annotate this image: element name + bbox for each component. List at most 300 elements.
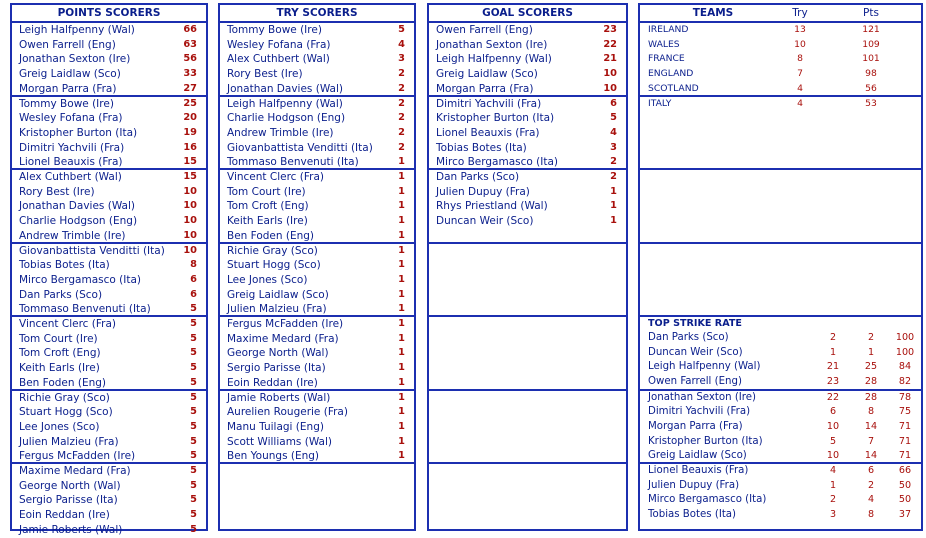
player-value: 2 <box>610 156 617 168</box>
player-value: 1 <box>398 332 405 344</box>
points-scorers-list <box>12 23 206 538</box>
player-value: 6 <box>190 288 197 300</box>
player-name: Jamie Roberts (Wal) <box>19 523 123 536</box>
player-value: 1 <box>398 273 405 285</box>
player-name: Andrew Trimble (Ire) <box>19 229 126 242</box>
goals-attempted: 4 <box>867 494 875 506</box>
team-tries: 13 <box>794 24 806 35</box>
player-name: Leigh Halfpenny (Wal) <box>436 53 552 66</box>
player-value: 5 <box>610 112 617 124</box>
player-value: 33 <box>183 68 197 80</box>
player-value: 1 <box>610 215 617 227</box>
player-value: 20 <box>183 112 197 124</box>
player-value: 5 <box>190 494 197 506</box>
player-name: Jonathan Sexton (Ire) <box>648 391 757 403</box>
player-value: 10 <box>183 229 197 241</box>
player-value: 3 <box>398 53 405 65</box>
goals-made: 2 <box>829 332 837 343</box>
player-value: 5 <box>190 406 197 418</box>
scorer-group <box>220 97 414 171</box>
player-name: Morgan Parra (Fra) <box>648 420 743 432</box>
strike-percent: 71 <box>898 450 912 462</box>
player-name: Dimitri Yachvili (Fra) <box>648 406 751 418</box>
team-row <box>640 67 921 82</box>
player-name: Charlie Hodgson (Eng) <box>19 215 138 228</box>
goals-made: 2 <box>829 494 837 506</box>
scorer-row <box>220 361 414 376</box>
player-name: Vincent Clerc (Fra) <box>227 171 324 183</box>
scorer-row <box>220 288 414 303</box>
player-name: Tommaso Benvenuti (Ita) <box>19 303 151 316</box>
goals-attempted: 7 <box>867 435 875 447</box>
player-value: 2 <box>398 97 405 109</box>
player-value: 1 <box>398 435 405 447</box>
player-name: Tommy Bowe (Ire) <box>227 24 322 36</box>
scorer-row <box>12 361 206 376</box>
player-name: Tobias Botes (Ita) <box>648 509 737 521</box>
player-name: Keith Earls (Ire) <box>227 215 308 228</box>
scorer-group <box>220 170 414 244</box>
points-scorers-panel <box>10 3 208 536</box>
team-points: 98 <box>865 68 877 80</box>
scorer-row <box>12 435 206 450</box>
strike-percent: 37 <box>898 509 912 521</box>
team-points: 101 <box>862 53 880 65</box>
player-name: Ben Youngs (Eng) <box>227 450 320 463</box>
player-name: Dan Parks (Sco) <box>19 288 103 301</box>
scorer-row <box>12 449 206 464</box>
player-name: Duncan Weir (Sco) <box>436 215 534 228</box>
scorer-row <box>220 420 414 435</box>
player-value: 5 <box>190 362 197 374</box>
goal-scorers-title: GOAL SCORERS <box>482 7 573 19</box>
scorer-row <box>220 67 414 82</box>
scorer-row <box>429 67 626 82</box>
scorer-row <box>12 258 206 273</box>
goals-attempted: 25 <box>864 361 878 373</box>
goals-attempted: 28 <box>864 391 878 403</box>
scorer-group <box>429 23 626 97</box>
scorer-row <box>429 199 626 214</box>
player-name: Julien Dupuy (Fra) <box>648 479 740 491</box>
scorer-row <box>220 170 414 185</box>
scorer-row <box>220 391 414 406</box>
strike-row <box>640 493 921 508</box>
scorer-group <box>429 170 626 244</box>
scorer-row <box>12 111 206 126</box>
scorer-row <box>220 376 414 391</box>
scorer-row <box>220 302 414 317</box>
try-scorers-header <box>220 5 414 23</box>
player-value: 5 <box>190 376 197 388</box>
scorer-row <box>429 52 626 67</box>
strike-percent: 82 <box>898 376 912 388</box>
team-name: WALES <box>648 38 680 50</box>
scorer-row <box>220 23 414 38</box>
player-value: 56 <box>183 53 197 65</box>
scorer-row <box>429 126 626 141</box>
player-name: Dimitri Yachvili (Fra) <box>19 141 125 154</box>
try-scorers-title: TRY SCORERS <box>276 7 358 19</box>
goals-attempted: 6 <box>867 465 875 476</box>
player-name: Kristopher Burton (Ita) <box>19 126 138 139</box>
goals-made: 4 <box>829 465 837 476</box>
player-name: Jonathan Davies (Wal) <box>227 82 343 95</box>
player-name: Julien Malzieu (Fra) <box>227 303 327 316</box>
goals-attempted: 2 <box>867 332 875 343</box>
player-value: 10 <box>603 68 617 80</box>
goals-made: 1 <box>829 346 837 358</box>
strike-percent: 71 <box>898 420 912 432</box>
player-name: Owen Farrell (Eng) <box>436 24 533 36</box>
player-value: 5 <box>190 391 197 403</box>
scorer-row <box>12 317 206 332</box>
scorer-row <box>220 38 414 53</box>
strike-percent: 100 <box>895 332 915 343</box>
player-value: 5 <box>190 465 197 476</box>
goal-scorers-header <box>429 5 626 23</box>
scorer-group <box>12 97 206 171</box>
player-value: 66 <box>183 24 197 35</box>
goals-attempted: 8 <box>867 509 875 521</box>
scorer-row <box>220 126 414 141</box>
teams-group <box>640 23 921 97</box>
strike-percent: 100 <box>895 346 915 358</box>
player-value: 4 <box>398 38 405 50</box>
teams-group <box>640 97 921 171</box>
player-value: 4 <box>610 126 617 138</box>
player-name: Tom Croft (Eng) <box>19 347 101 360</box>
scorer-row <box>220 214 414 229</box>
scorer-row <box>429 82 626 97</box>
player-name: Lionel Beauxis (Fra) <box>436 126 540 139</box>
player-name: Charlie Hodgson (Eng) <box>227 112 346 125</box>
player-value: 6 <box>190 273 197 285</box>
scorer-row <box>12 82 206 97</box>
player-name: Stuart Hogg (Sco) <box>19 406 113 419</box>
scorer-row <box>12 493 206 508</box>
player-value: 3 <box>610 141 617 153</box>
player-value: 1 <box>398 288 405 300</box>
goals-made: 1 <box>829 479 837 491</box>
goals-attempted: 2 <box>867 479 875 491</box>
player-name: Jonathan Davies (Wal) <box>19 200 135 213</box>
strike-row <box>640 449 921 464</box>
goals-made: 10 <box>826 420 840 432</box>
scorer-group <box>429 244 626 318</box>
strike-group <box>640 317 921 391</box>
player-value: 1 <box>398 376 405 388</box>
player-name: Stuart Hogg (Sco) <box>227 259 321 272</box>
player-name: Dan Parks (Sco) <box>436 171 520 183</box>
player-name: Wesley Fofana (Fra) <box>19 112 123 125</box>
player-name: Kristopher Burton (Ita) <box>436 112 555 125</box>
player-name: Owen Farrell (Eng) <box>19 38 116 51</box>
team-name: FRANCE <box>648 53 685 65</box>
player-name: Kristopher Burton (Ita) <box>648 435 763 447</box>
scorer-row <box>220 185 414 200</box>
scorer-row <box>12 376 206 391</box>
player-value: 1 <box>398 259 405 271</box>
scorer-row <box>12 479 206 494</box>
player-name: George North (Wal) <box>227 347 329 360</box>
team-row <box>640 52 921 67</box>
scorer-row <box>429 23 626 38</box>
player-name: Manu Tuilagi (Eng) <box>227 420 324 433</box>
player-name: Rhys Priestland (Wal) <box>436 200 548 213</box>
points-scorers-header <box>12 5 206 23</box>
scorer-row <box>12 391 206 406</box>
player-name: Leigh Halfpenny (Wal) <box>648 361 761 373</box>
scorer-row <box>429 214 626 229</box>
scorer-row <box>220 155 414 170</box>
scorer-row <box>12 464 206 479</box>
player-value: 5 <box>190 435 197 447</box>
scorer-group <box>12 170 206 244</box>
scorer-row <box>429 170 626 185</box>
player-name: Jonathan Sexton (Ire) <box>19 53 131 66</box>
player-value: 1 <box>398 156 405 168</box>
player-value: 1 <box>398 406 405 418</box>
player-name: Owen Farrell (Eng) <box>648 376 742 388</box>
scorer-row <box>220 449 414 464</box>
strike-group <box>640 464 921 538</box>
teams-group <box>640 244 921 318</box>
goals-made: 22 <box>826 391 840 403</box>
player-name: Tom Croft (Eng) <box>227 200 309 213</box>
team-points: 53 <box>865 97 877 109</box>
scorer-row <box>429 185 626 200</box>
scorer-row <box>12 523 206 538</box>
player-name: Greig Laidlaw (Sco) <box>436 68 538 81</box>
scorer-group <box>12 23 206 97</box>
scorer-row <box>12 244 206 259</box>
player-name: Sergio Parisse (Ita) <box>227 362 326 375</box>
player-value: 21 <box>603 53 617 65</box>
player-name: Richie Gray (Sco) <box>227 244 318 257</box>
player-value: 2 <box>398 126 405 138</box>
team-points: 121 <box>862 24 880 35</box>
strike-percent: 50 <box>898 479 912 491</box>
player-value: 1 <box>610 185 617 197</box>
player-name: Leigh Halfpenny (Wal) <box>19 24 135 36</box>
player-name: George North (Wal) <box>19 479 121 492</box>
scorer-row <box>12 38 206 53</box>
strike-percent: 66 <box>898 465 912 476</box>
player-name: Ben Foden (Eng) <box>227 229 315 242</box>
player-name: Julien Malzieu (Fra) <box>19 435 119 448</box>
player-value: 1 <box>398 244 405 256</box>
teams-group <box>640 170 921 244</box>
goal-scorers-panel <box>427 3 628 531</box>
player-name: Giovanbattista Venditti (Ita) <box>19 244 165 257</box>
player-value: 15 <box>183 171 197 182</box>
player-value: 1 <box>398 450 405 462</box>
player-name: Lee Jones (Sco) <box>19 420 100 433</box>
scorer-row <box>12 214 206 229</box>
player-value: 5 <box>190 509 197 521</box>
player-name: Lionel Beauxis (Fra) <box>19 156 123 169</box>
scorer-row <box>12 273 206 288</box>
team-name: IRELAND <box>648 24 689 35</box>
strike-row <box>640 420 921 435</box>
scorer-row <box>12 288 206 303</box>
scorer-row <box>220 199 414 214</box>
strike-row <box>640 391 921 406</box>
player-name: Alex Cuthbert (Wal) <box>19 171 122 183</box>
scorer-row <box>12 302 206 317</box>
player-name: Dimitri Yachvili (Fra) <box>436 97 542 110</box>
player-value: 5 <box>190 450 197 462</box>
player-value: 1 <box>398 362 405 374</box>
player-name: Fergus McFadden (Ire) <box>227 318 344 330</box>
goals-attempted: 28 <box>864 376 878 388</box>
player-name: Ben Foden (Eng) <box>19 376 107 389</box>
scorer-row <box>220 405 414 420</box>
scorer-group <box>12 317 206 391</box>
scorer-row <box>12 23 206 38</box>
scorer-row <box>429 141 626 156</box>
strike-row <box>640 479 921 494</box>
scorer-row <box>220 244 414 259</box>
player-value: 1 <box>398 229 405 241</box>
scorer-row <box>220 346 414 361</box>
player-name: Lee Jones (Sco) <box>227 273 308 286</box>
player-name: Mirco Bergamasco (Ita) <box>19 273 142 286</box>
player-value: 8 <box>190 259 197 271</box>
scorer-group <box>12 391 206 465</box>
team-tries: 7 <box>797 68 803 80</box>
strike-rate-title: TOP STRIKE RATE <box>648 318 742 329</box>
player-value: 5 <box>190 479 197 491</box>
player-name: Giovanbattista Venditti (Ita) <box>227 141 373 154</box>
player-value: 10 <box>183 200 197 212</box>
player-name: Alex Cuthbert (Wal) <box>227 53 330 66</box>
goals-attempted: 14 <box>864 420 878 432</box>
player-name: Mirco Bergamasco (Ita) <box>648 494 767 506</box>
player-value: 2 <box>398 68 405 80</box>
scorer-group <box>220 244 414 318</box>
player-name: Mirco Bergamasco (Ita) <box>436 156 559 169</box>
teams-try-column-header: Try <box>792 7 808 19</box>
player-name: Duncan Weir (Sco) <box>648 346 743 358</box>
player-name: Tommaso Benvenuti (Ita) <box>227 156 359 169</box>
player-value: 1 <box>398 347 405 359</box>
scorer-group <box>429 317 626 391</box>
player-name: Jamie Roberts (Wal) <box>227 391 331 404</box>
scorer-row <box>12 141 206 156</box>
team-name: ITALY <box>648 97 672 109</box>
scorer-group <box>429 464 626 538</box>
player-name: Tobias Botes (Ita) <box>19 259 110 272</box>
team-row <box>640 97 921 112</box>
player-name: Wesley Fofana (Fra) <box>227 38 331 51</box>
scorer-row <box>429 97 626 112</box>
scorer-row <box>12 420 206 435</box>
player-value: 27 <box>183 82 197 94</box>
scorer-row <box>12 67 206 82</box>
player-value: 2 <box>398 82 405 94</box>
scorer-group <box>220 391 414 465</box>
player-name: Tobias Botes (Ita) <box>436 141 527 154</box>
player-name: Greig Laidlaw (Sco) <box>227 288 329 301</box>
player-value: 63 <box>183 38 197 50</box>
scorer-group <box>429 391 626 465</box>
player-name: Eoin Reddan (Ire) <box>227 376 318 389</box>
scorer-row <box>220 229 414 244</box>
strike-percent: 84 <box>898 361 912 373</box>
team-points: 56 <box>865 82 877 94</box>
scorer-row <box>429 155 626 170</box>
player-name: Sergio Parisse (Ita) <box>19 494 118 507</box>
player-name: Dan Parks (Sco) <box>648 332 729 343</box>
player-value: 22 <box>603 38 617 50</box>
scorer-row <box>220 435 414 450</box>
goals-attempted: 8 <box>867 406 875 418</box>
player-value: 2 <box>610 171 617 182</box>
scorer-group <box>220 317 414 391</box>
scorer-row <box>220 317 414 332</box>
player-value: 5 <box>190 303 197 315</box>
scorer-row <box>12 199 206 214</box>
goals-made: 21 <box>826 361 840 373</box>
teams-title: TEAMS <box>692 7 734 19</box>
player-name: Rory Best (Ire) <box>19 185 95 198</box>
strike-row <box>640 375 921 390</box>
points-scorers-title: POINTS SCORERS <box>57 7 161 19</box>
scorer-row <box>12 508 206 523</box>
player-value: 1 <box>398 318 405 329</box>
strike-percent: 75 <box>898 406 912 418</box>
player-value: 2 <box>398 112 405 124</box>
scorer-row <box>12 155 206 170</box>
try-scorers-list <box>220 23 414 538</box>
player-value: 1 <box>398 185 405 197</box>
player-value: 19 <box>183 126 197 138</box>
teams-header <box>640 5 921 23</box>
player-name: Morgan Parra (Fra) <box>19 82 117 95</box>
scorer-row <box>12 229 206 244</box>
player-value: 10 <box>183 185 197 197</box>
goals-attempted: 1 <box>867 346 875 358</box>
player-name: Tommy Bowe (Ire) <box>19 97 114 110</box>
player-value: 15 <box>183 156 197 168</box>
player-name: Greig Laidlaw (Sco) <box>648 450 747 462</box>
player-value: 1 <box>398 200 405 212</box>
scorer-row <box>12 97 206 112</box>
player-value: 2 <box>398 141 405 153</box>
player-value: 1 <box>398 303 405 315</box>
teams-pts-column-header: Pts <box>863 7 879 19</box>
player-value: 1 <box>398 171 405 182</box>
team-row <box>640 23 921 38</box>
scorer-row <box>220 332 414 347</box>
scorer-row <box>220 273 414 288</box>
goal-scorers-list <box>429 23 626 538</box>
scorer-group <box>220 23 414 97</box>
strike-group <box>640 391 921 465</box>
scorer-row <box>12 185 206 200</box>
player-value: 5 <box>190 318 197 329</box>
player-value: 1 <box>398 391 405 403</box>
team-row <box>640 38 921 53</box>
scorer-row <box>220 82 414 97</box>
strike-percent: 71 <box>898 435 912 447</box>
strike-row <box>640 346 921 361</box>
player-value: 1 <box>610 200 617 212</box>
player-name: Greig Laidlaw (Sco) <box>19 68 121 81</box>
scorer-row <box>12 170 206 185</box>
